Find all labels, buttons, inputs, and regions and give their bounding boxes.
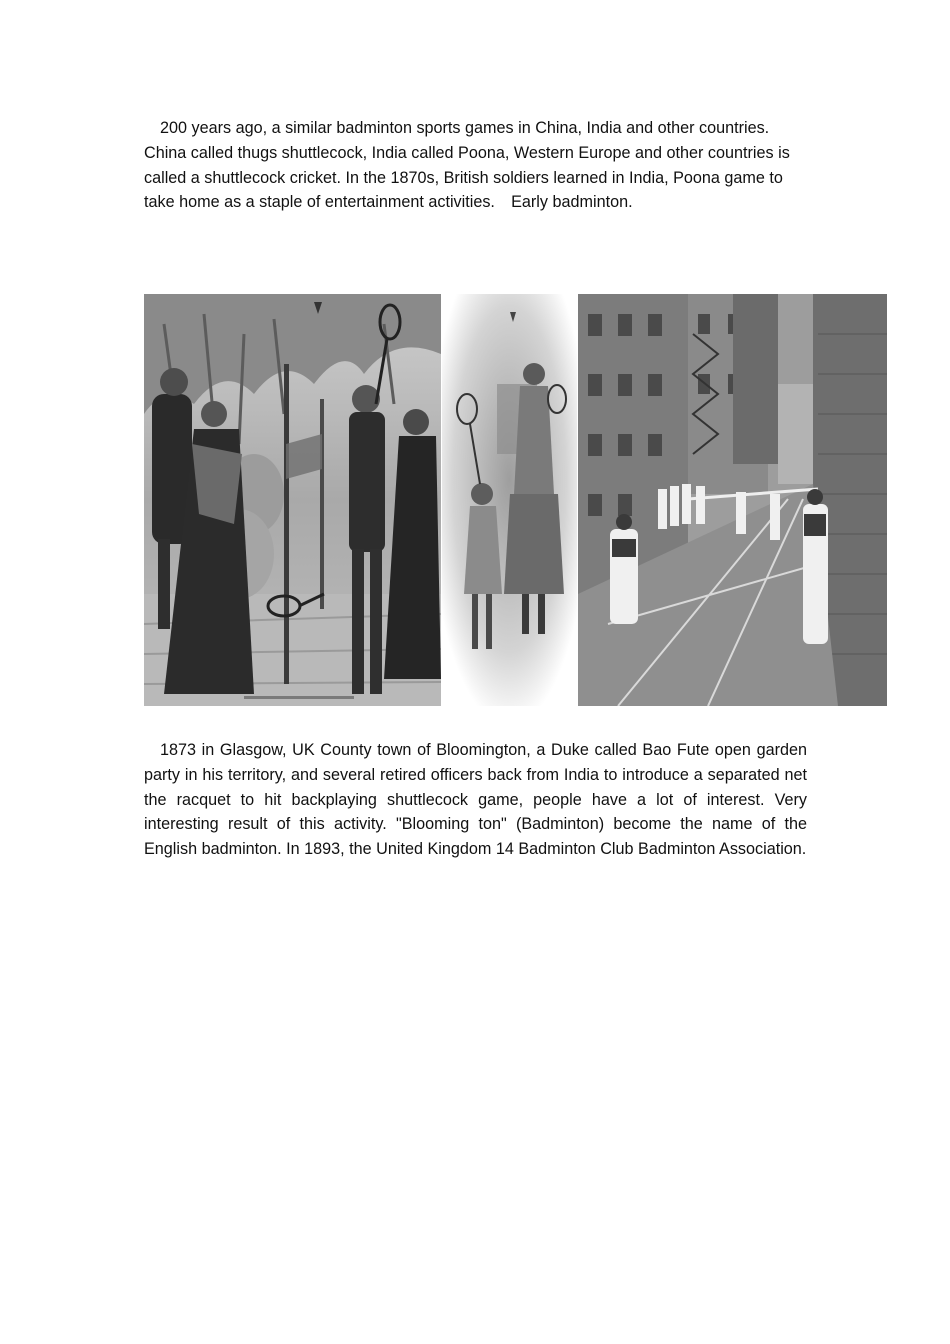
history-paragraph: 1873 in Glasgow, UK County town of Bloomington, a Duke called Bao Fute open garden party in his territory, and several retired officers back from India to introduce a separated net the racquet to hit backplaying shuttlecock game, people have a lot of interest. Very interesting result of this activity. "Blooming ton" (Badminton) become the name of the English badminton. In 1893, the United Kingdom 14 Badminton Club Badminton Association. [144, 741, 807, 859]
nurses-playing-badminton-courtyard-image [578, 294, 887, 706]
victorian-girls-with-rackets-image [442, 294, 577, 706]
engraving-garden-badminton-image [144, 294, 441, 706]
early-badminton-image-strip [144, 294, 887, 706]
intro-paragraph: 200 years ago, a similar badminton sports games in China, India and other countries. China called thugs shuttlecock, India called Poona, Western Europe and other countries is called a shuttlecock cricket. In the 1870s, British soldiers learned in India, Poona game to take home as a staple of entertainment activities. Early badminton. [144, 119, 790, 212]
